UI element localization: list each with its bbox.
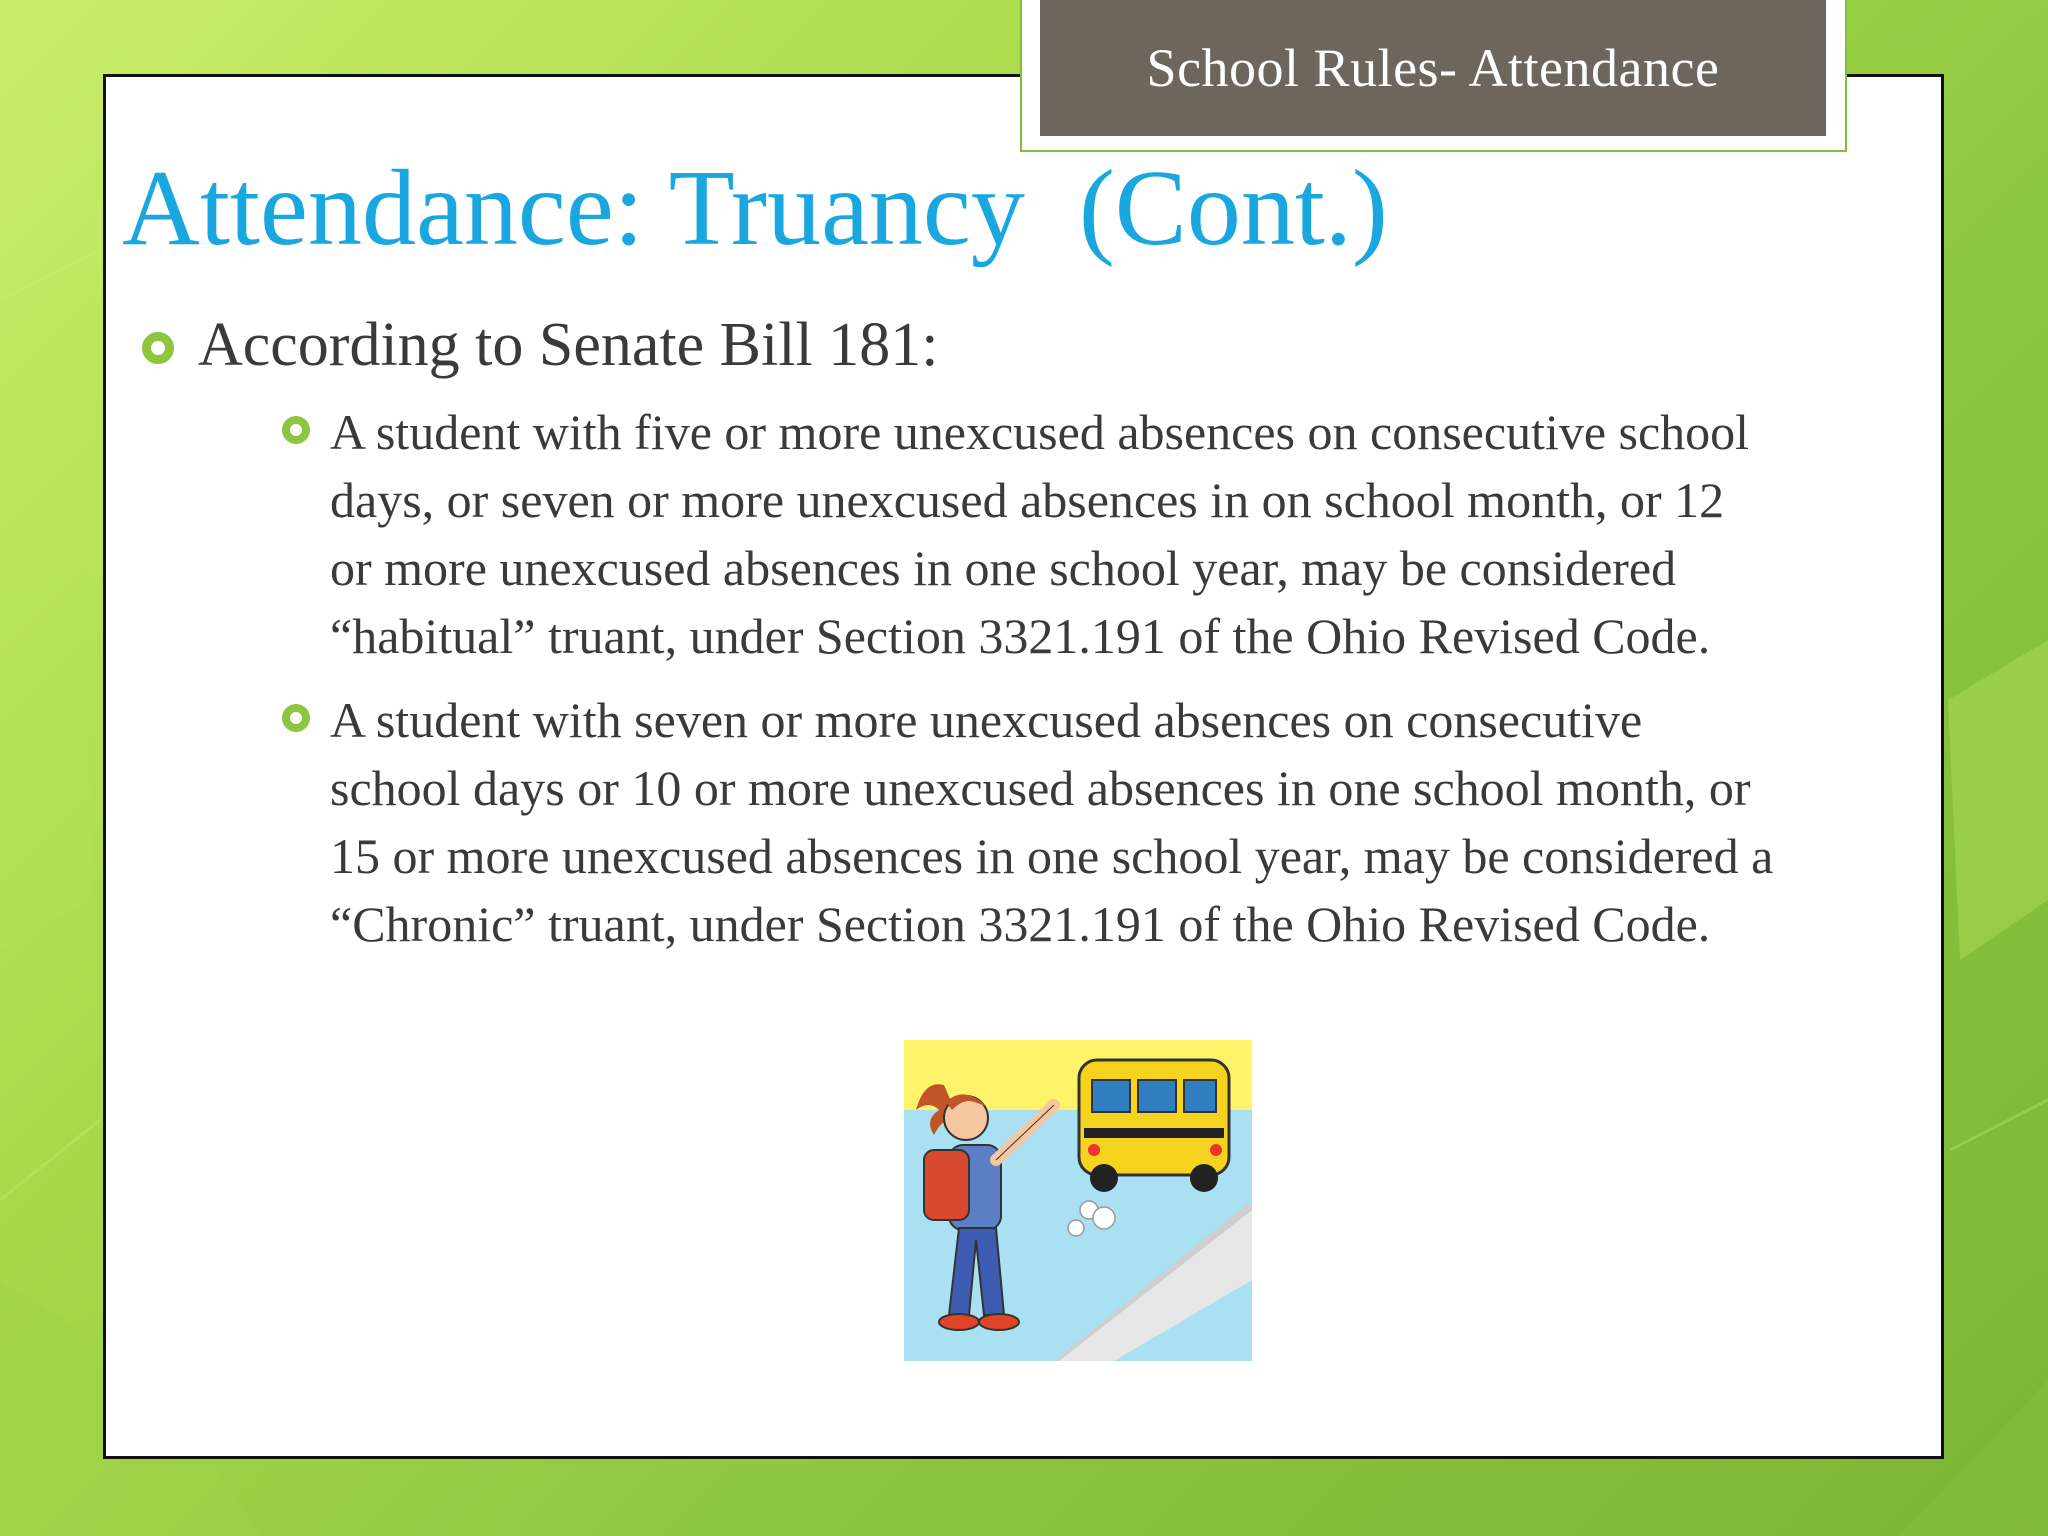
sub-bullet-item-habitual — [282, 398, 1922, 670]
girl-missing-school-bus-illustration — [904, 1040, 1252, 1361]
text-line: A student with seven or more unexcused absences on consecutive — [330, 692, 1643, 748]
school-bus-icon — [1079, 1060, 1229, 1192]
main-bullet-item — [142, 308, 938, 382]
main-bullet-text: According to Senate Bill 181: — [198, 311, 939, 379]
sub-bullet-item-chronic — [282, 686, 1922, 958]
circle-bullet-icon — [282, 416, 310, 444]
slide-title: Attendance: Truancy (Cont.) — [122, 149, 1388, 268]
sub-bullet-text — [330, 398, 1749, 670]
section-label: School Rules- Attendance — [1146, 38, 1720, 98]
text-line: “Chronic” truant, under Section 3321.191 of the Ohio Revised Code. — [330, 896, 1711, 952]
text-line: school days or 10 or more unexcused absences in one school month, or — [330, 760, 1751, 816]
section-header-tab — [1040, 0, 1826, 136]
circle-bullet-icon — [282, 704, 310, 732]
text-line: or more unexcused absences in one school year, may be considered — [330, 540, 1677, 596]
text-line: days, or seven or more unexcused absences in on school month, or 12 — [330, 472, 1725, 528]
text-line: 15 or more unexcused absences in one school year, may be considered a — [330, 828, 1774, 884]
text-line: “habitual” truant, under Section 3321.191 of the Ohio Revised Code. — [330, 608, 1711, 664]
circle-bullet-icon — [142, 332, 174, 364]
text-line: A student with five or more unexcused absences on consecutive school — [330, 404, 1750, 460]
sub-bullet-text — [330, 686, 1773, 958]
